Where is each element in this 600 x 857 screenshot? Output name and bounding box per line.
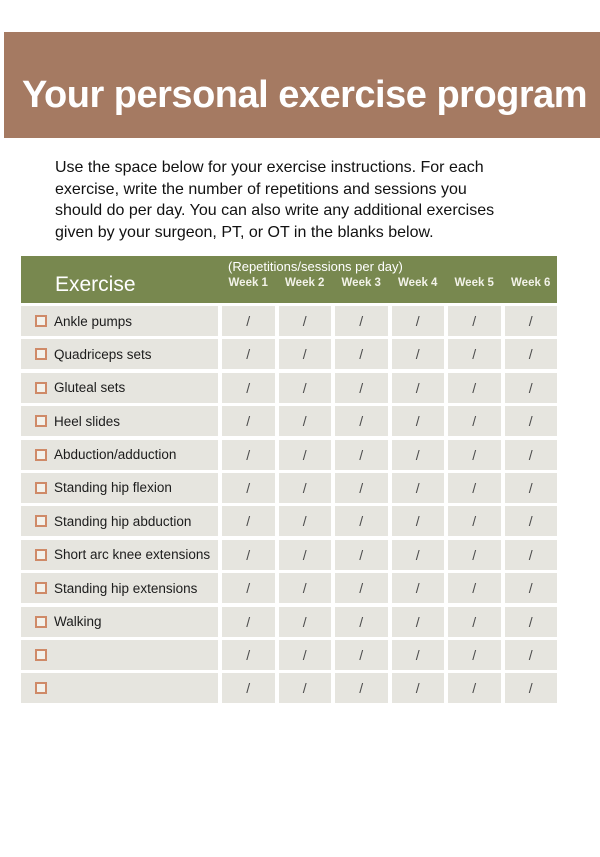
exercise-table [21,256,557,707]
week-entry-cell [279,306,332,336]
table-row [21,540,557,570]
exercise-cell [21,306,218,336]
week-entry-cell [279,406,332,436]
week-entry-cell [335,406,388,436]
reps-sessions-slash: / [415,413,420,430]
week-header: Week 2 [285,277,325,289]
exercise-checkbox[interactable] [35,549,47,561]
week-entry-cell [392,406,445,436]
reps-sessions-slash: / [415,613,420,630]
exercise-checkbox[interactable] [35,415,47,427]
week-entry-cell [505,440,558,470]
exercise-cell [21,640,218,670]
reps-sessions-slash: / [302,479,307,496]
reps-sessions-slash: / [528,546,533,563]
reps-sessions-slash: / [359,513,364,530]
exercise-cell [21,607,218,637]
week-entry-cell [222,607,275,637]
reps-sessions-slash: / [528,513,533,530]
reps-sessions-slash: / [472,680,477,697]
exercise-checkbox[interactable] [35,682,47,694]
week-entry-cell [448,506,501,536]
week-entry-cell [279,573,332,603]
week-entry-cell [505,506,558,536]
exercise-label: Walking [54,614,102,630]
exercise-checkbox[interactable] [35,348,47,360]
week-entry-cell [448,373,501,403]
week-entry-cell [335,573,388,603]
reps-sessions-slash: / [415,379,420,396]
week-entry-cell [222,406,275,436]
reps-sessions-slash: / [472,379,477,396]
week-entry-cell [335,673,388,703]
week-entry-cell [448,607,501,637]
week-entry-cell [448,473,501,503]
reps-sessions-slash: / [528,680,533,697]
exercise-checkbox[interactable] [35,382,47,394]
table-body [21,306,557,703]
table-row [21,373,557,403]
reps-sessions-slash: / [302,580,307,597]
reps-sessions-slash: / [415,546,420,563]
intro-line: given by your surgeon, PT, or OT in the blanks below. [55,223,434,241]
reps-sessions-slash: / [359,446,364,463]
exercise-cell [21,339,218,369]
reps-sessions-slash: / [528,379,533,396]
exercise-label: Gluteal sets [54,380,126,396]
reps-sessions-slash: / [528,413,533,430]
week-entry-cell [335,506,388,536]
week-entry-cell [279,339,332,369]
week-entry-cell [505,673,558,703]
week-entry-cell [392,573,445,603]
week-entry-cell [505,607,558,637]
reps-sessions-slash: / [302,680,307,697]
title-banner [4,32,600,138]
reps-sessions-slash: / [302,413,307,430]
week-entry-cell [392,306,445,336]
week-entry-cell [222,540,275,570]
week-entry-cell [505,373,558,403]
table-row [21,473,557,503]
week-entry-cell [279,540,332,570]
reps-sessions-slash: / [302,446,307,463]
exercise-checkbox[interactable] [35,482,47,494]
intro-line: Use the space below for your exercise instructions. For each [55,159,484,176]
reps-sessions-slash: / [359,346,364,363]
reps-sessions-slash: / [472,479,477,496]
reps-sessions-slash: / [246,646,251,663]
reps-sessions-slash: / [246,580,251,597]
exercise-checkbox[interactable] [35,649,47,661]
reps-sessions-slash: / [302,546,307,563]
table-row [21,306,557,336]
week-entry-cell [279,373,332,403]
week-entry-cell [279,607,332,637]
reps-sessions-slash: / [359,646,364,663]
exercise-label: Heel slides [54,413,121,429]
week-entry-cell [222,673,275,703]
week-entry-cell [505,540,558,570]
week-entry-cell [448,673,501,703]
week-entry-cell [505,339,558,369]
table-row [21,440,557,470]
intro-paragraph [55,157,545,243]
reps-sessions-slash: / [302,613,307,630]
reps-sessions-slash: / [359,546,364,563]
week-entry-cell [505,306,558,336]
exercise-cell [21,540,218,570]
week-entry-cell [505,640,558,670]
table-row [21,506,557,536]
table-row [21,673,557,703]
reps-sessions-slash: / [359,313,364,329]
reps-sessions-slash: / [415,346,420,363]
exercise-label: Abduction/adduction [54,447,177,463]
week-entry-cell [222,573,275,603]
reps-sessions-slash: / [528,646,533,663]
reps-sessions-slash: / [302,346,307,363]
intro-line: exercise, write the number of repetitions and sessions you [55,180,467,198]
week-entry-cell [335,473,388,503]
exercise-checkbox[interactable] [35,616,47,628]
week-entry-cell [222,440,275,470]
reps-sessions-slash: / [528,313,533,329]
table-row [21,607,557,637]
reps-sessions-slash: / [415,646,420,663]
exercise-label: Ankle pumps [54,313,133,329]
page-title: Your personal exercise program [22,73,588,116]
exercise-checkbox[interactable] [35,449,47,461]
reps-sessions-slash: / [472,546,477,563]
week-entry-cell [448,440,501,470]
week-entry-cell [448,640,501,670]
exercise-label: Short arc knee extensions [54,547,211,563]
week-entry-cell [392,473,445,503]
week-entry-cell [335,306,388,336]
reps-sessions-slash: / [246,446,251,463]
exercise-label: Standing hip abduction [54,513,192,529]
week-entry-cell [222,506,275,536]
reps-sessions-slash: / [415,479,420,496]
reps-sessions-slash: / [472,313,477,329]
week-entry-cell [392,506,445,536]
reps-sessions-slash: / [415,580,420,597]
exercise-label: Quadriceps sets [54,346,152,362]
week-entry-cell [392,373,445,403]
reps-sessions-slash: / [359,613,364,630]
reps-sessions-slash: / [528,580,533,597]
reps-sessions-slash: / [302,379,307,396]
week-headers [222,277,557,289]
week-header: Week 5 [454,277,494,289]
table-row [21,406,557,436]
week-entry-cell [222,640,275,670]
reps-header-block [222,259,557,289]
week-entry-cell [335,339,388,369]
week-entry-cell [279,640,332,670]
exercise-cell [21,573,218,603]
table-row [21,640,557,670]
reps-sessions-slash: / [359,580,364,597]
reps-sessions-slash: / [246,313,251,329]
reps-sessions-slash: / [246,413,251,430]
exercise-checkbox[interactable] [35,582,47,594]
exercise-label: Standing hip extensions [54,580,198,596]
week-entry-cell [279,506,332,536]
week-entry-cell [335,440,388,470]
reps-sessions-slash: / [472,413,477,430]
reps-sessions-slash: / [302,513,307,530]
reps-sessions-slash: / [472,613,477,630]
intro-line: should do per day. You can also write any additional exercises [55,202,495,219]
week-header: Week 3 [341,277,381,289]
week-entry-cell [505,473,558,503]
week-entry-cell [279,473,332,503]
reps-sessions-slash: / [302,646,307,663]
exercise-cell [21,506,218,536]
exercise-column-header: Exercise [55,273,136,296]
reps-sessions-slash: / [415,313,420,329]
reps-sessions-slash: / [415,680,420,697]
reps-sessions-slash: / [246,680,251,697]
reps-sessions-slash: / [359,479,364,496]
reps-sessions-slash: / [359,379,364,396]
week-entry-cell [222,373,275,403]
week-entry-cell [335,640,388,670]
reps-sessions-slash: / [528,479,533,496]
week-entry-cell [448,339,501,369]
week-entry-cell [335,373,388,403]
week-entry-cell [448,306,501,336]
week-entry-cell [392,640,445,670]
exercise-cell [21,473,218,503]
reps-sessions-slash: / [246,546,251,563]
reps-sessions-slash: / [415,513,420,530]
week-entry-cell [222,473,275,503]
reps-sessions-slash: / [302,313,307,329]
reps-sessions-slash: / [359,413,364,430]
week-header: Week 4 [398,277,438,289]
week-entry-cell [392,607,445,637]
reps-sessions-slash: / [246,479,251,496]
week-entry-cell [222,306,275,336]
week-header: Week 1 [228,277,268,289]
week-entry-cell [222,339,275,369]
week-entry-cell [335,607,388,637]
reps-sessions-slash: / [246,346,251,363]
reps-sessions-slash: / [472,513,477,530]
reps-sessions-slash: / [528,346,533,363]
week-entry-cell [279,673,332,703]
week-entry-cell [392,540,445,570]
reps-sessions-slash: / [246,379,251,396]
exercise-cell [21,440,218,470]
week-entry-cell [505,573,558,603]
reps-sessions-slash: / [528,613,533,630]
exercise-checkbox[interactable] [35,315,47,327]
table-row [21,339,557,369]
week-header: Week 6 [511,277,551,289]
week-entry-cell [448,540,501,570]
table-header [21,256,557,303]
exercise-checkbox[interactable] [35,515,47,527]
week-entry-cell [505,406,558,436]
reps-sessions-slash: / [246,613,251,630]
week-entry-cell [392,339,445,369]
reps-sessions-slash: / [359,680,364,697]
exercise-cell [21,373,218,403]
table-row [21,573,557,603]
reps-sessions-slash: / [415,446,420,463]
reps-sessions-slash: / [528,446,533,463]
week-entry-cell [335,540,388,570]
week-entry-cell [392,673,445,703]
reps-sessions-slash: / [472,646,477,663]
reps-sessions-slash: / [246,513,251,530]
exercise-label: Standing hip flexion [54,480,172,496]
reps-sessions-slash: / [472,346,477,363]
reps-sessions-slash: / [472,446,477,463]
week-entry-cell [279,440,332,470]
exercise-cell [21,673,218,703]
week-entry-cell [448,406,501,436]
week-entry-cell [448,573,501,603]
reps-sessions-slash: / [472,580,477,597]
reps-caption: (Repetitions/sessions per day) [228,259,403,274]
week-entry-cell [392,440,445,470]
exercise-cell [21,406,218,436]
